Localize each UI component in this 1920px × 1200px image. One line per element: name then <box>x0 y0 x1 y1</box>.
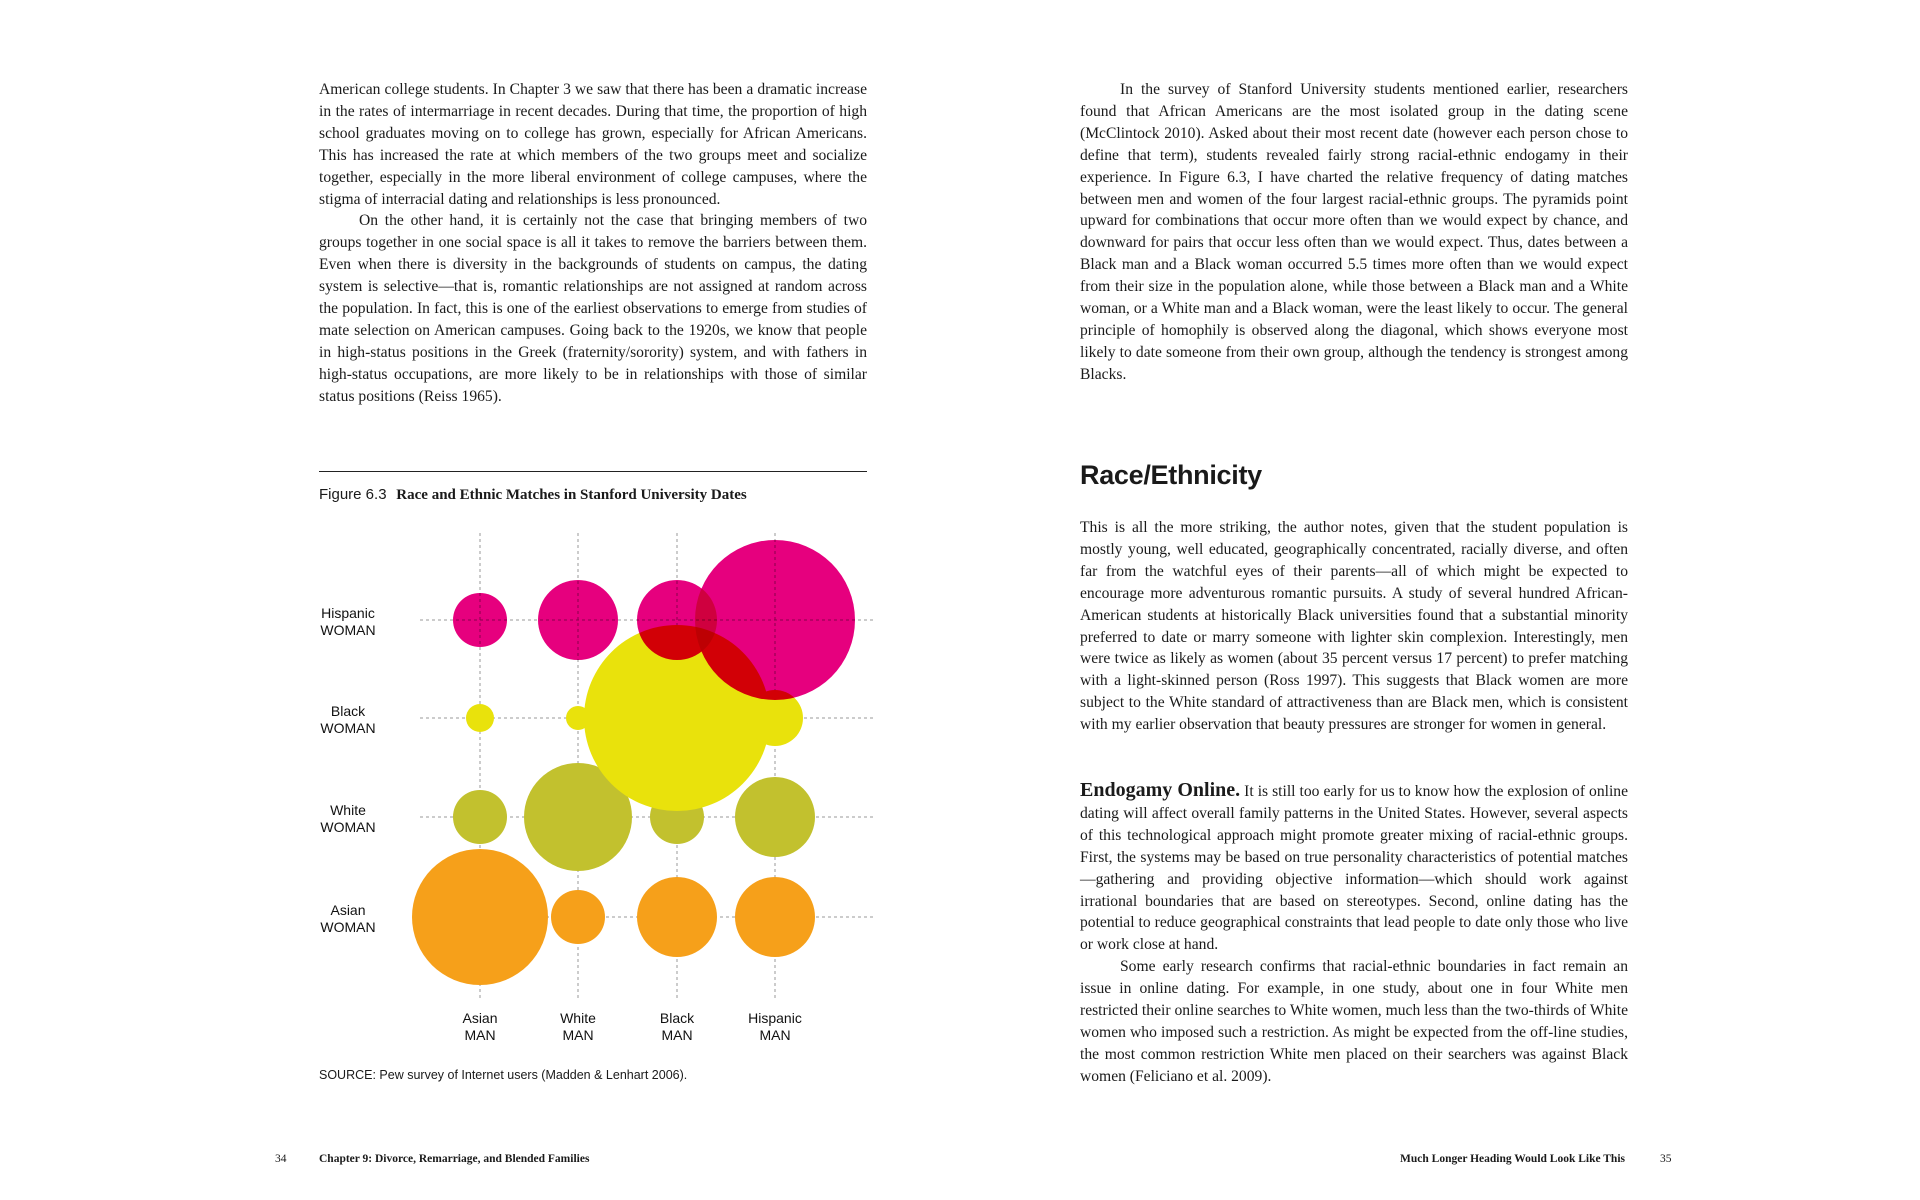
figure-source-note: SOURCE: Pew survey of Internet users (Madden & Lenhart 2006). <box>319 1068 688 1082</box>
endogamy-subsection <box>1080 780 1628 1088</box>
bubble-chart <box>300 520 880 1050</box>
body-paragraph: On the other hand, it is certainly not the case that bringing members of two groups together in one social space is all it takes to remove the barriers between them. Even when there is diversity in the backgrounds of students on campus, the dating system is selective—that is, romantic relationships are not assigned at random across the population. In fact, this is one of the earliest observations to emerge from studies of mate selection on American campuses. Going back to the 1920s, we know that people in high-status positions in the Greek (fraternity/sorority) system, and with fathers in high-status occupations, are more likely to be in relationships with those of similar status positions (Reiss 1965). <box>319 212 867 405</box>
figure-title: Race and Ethnic Matches in Stanford University Dates <box>396 487 747 503</box>
bubble-hispanic-woman-hispanic-man <box>695 540 855 700</box>
section-body-text <box>1080 517 1628 736</box>
body-paragraph: This is all the more striking, the author notes, given that the student population is mostly young, well educated, geographically concentrated, racially diverse, and often far from the watchful eyes of their parents—all of which might be expected to encourage more adventurous romantic pursuits. A study of several hundred African-American students at historically Black universities found that a substantial minority preferred to date or marry someone with lighter skin complexion. Interestingly, men were twice as likely as women (about 35 percent versus 17 percent) to prefer matching with a light-skinned person (Ross 1997). This suggests that Black women are more subject to the White standard of attractiveness than are Black men, which is consistent with my earlier observation that beauty pressures are stronger for women in general. <box>1080 519 1628 734</box>
figure-caption <box>319 486 747 504</box>
bubble-asian-woman-white-man <box>551 890 605 944</box>
x-axis-label: Black MAN <box>659 1010 695 1043</box>
bubble-black-woman-asian-man <box>466 704 494 732</box>
bubble-white-woman-hispanic-man <box>735 777 815 857</box>
chart-y-labels <box>320 605 375 935</box>
y-axis-label: Black WOMAN <box>320 703 376 736</box>
section-heading: Race/Ethnicity <box>1080 460 1262 490</box>
x-axis-label: Hispanic MAN <box>748 1010 802 1043</box>
running-head-left: Chapter 9: Divorce, Remarriage, and Blended Families <box>319 1153 590 1165</box>
body-paragraph: Some early research confirms that racial-ethnic boundaries in fact remain an issue in online dating. For example, in one study, about one in four White men restricted their online searches to White women, much less than the two-thirds of White women who imposed such a restriction. As might be expected from the off-line studies, the most common restriction White men placed on their searchers was against Black women (Feliciano et al. 2009). <box>1080 958 1628 1085</box>
page-number-left: 34 <box>275 1153 287 1165</box>
figure-number: Figure 6.3 <box>319 486 387 503</box>
page-number-right: 35 <box>1660 1153 1672 1165</box>
body-paragraph: American college students. In Chapter 3 we saw that there has been a dramatic increase in the rates of intermarriage in recent decades. During that time, the proportion of high school graduates moving on to college has grown, especially for African Americans. This has increased the rate at which members of the two groups meet and socialize together, especially in the more liberal environment of college campuses, where the stigma of interracial dating and relationships is less pronounced. <box>319 81 867 208</box>
chart-x-labels <box>462 1010 801 1043</box>
bubble-asian-woman-hispanic-man <box>735 877 815 957</box>
bubble-hispanic-woman-asian-man <box>453 593 507 647</box>
chart-bubbles <box>412 540 855 985</box>
bubble-asian-woman-black-man <box>637 877 717 957</box>
left-body-text <box>319 79 867 408</box>
y-axis-label: Hispanic WOMAN <box>320 605 376 638</box>
bubble-hispanic-woman-white-man <box>538 580 618 660</box>
bubble-asian-woman-asian-man <box>412 849 548 985</box>
right-body-text <box>1080 79 1628 386</box>
endogamy-text: It is still too early for us to know how the explosion of online dating will affect overall family patterns in the United States. However, several aspects of this technological approach might promote greater mixing of racial-ethnic groups. First, the systems may be based on true personality characteristics of potential matches—gathering and providing objective information—which should work against irrational boundaries that are based on stereotypes. Second, online dating has the potential to reduce geographical constraints that lead people to date only those who live or work close at hand. <box>1080 783 1629 954</box>
y-axis-label: Asian WOMAN <box>320 902 376 935</box>
x-axis-label: White MAN <box>560 1010 596 1043</box>
body-paragraph <box>1080 780 1628 956</box>
y-axis-label: White WOMAN <box>320 802 376 835</box>
runin-heading: Endogamy Online. <box>1080 779 1241 801</box>
bubble-white-woman-asian-man <box>453 790 507 844</box>
figure-top-rule <box>319 471 867 472</box>
running-head-right: Much Longer Heading Would Look Like This <box>1400 1153 1625 1165</box>
body-paragraph: In the survey of Stanford University students mentioned earlier, researchers found that African Americans are the most isolated group in the dating scene (McClintock 2010). Asked about their most recent date (however each person chose to define that term), students revealed fairly strong racial-ethnic endogamy in their experience. In Figure 6.3, I have charted the relative frequency of dating matches between men and women of the four largest racial-ethnic groups. The pyramids point upward for combinations that occur more often than we would expect by chance, and downward for pairs that occur less often than we would expect. Thus, dates between a Black man and a Black woman occurred 5.5 times more often than we would expect from their size in the population alone, while those between a Black man and a White woman, or a White man and a Black woman, were the least likely to occur. The general principle of homophily is observed along the diagonal, which shows everyone most likely to date someone from their own group, although the tendency is strongest among Blacks. <box>1080 81 1628 383</box>
x-axis-label: Asian MAN <box>462 1010 498 1043</box>
